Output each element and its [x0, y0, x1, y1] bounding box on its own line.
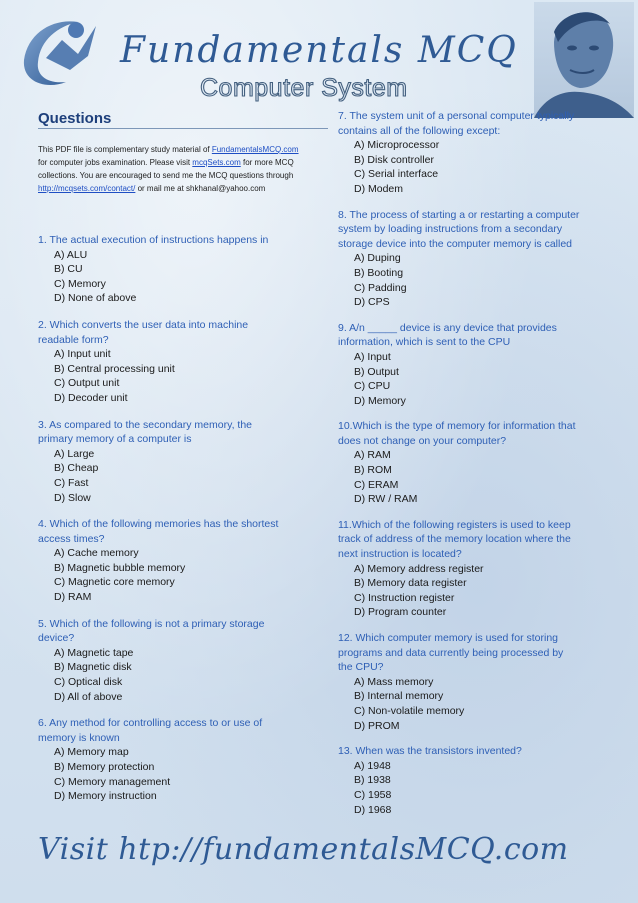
question-text [338, 208, 628, 252]
question-text-line: device? [38, 632, 75, 645]
question-item [338, 419, 628, 507]
answer-option: D) Memory [354, 394, 406, 407]
answer-option: B) Memory data register [354, 577, 467, 590]
question-item [338, 744, 628, 817]
answer-option: A) Duping [354, 252, 401, 265]
footer-visit-url: Visit htp://fundamentalsMCQ.com [38, 832, 569, 867]
answer-option: C) Optical disk [54, 676, 123, 689]
answer-option: D) RW / RAM [354, 493, 418, 506]
question-text-line: the CPU? [338, 661, 384, 674]
answer-option: D) RAM [54, 591, 92, 604]
questions-right-column [338, 109, 628, 817]
question-text-line: primary memory of a computer is [38, 433, 192, 446]
question-text-line: 11.Which of the following registers is used to keep [338, 518, 571, 531]
answer-option: C) Magnetic core memory [54, 576, 175, 589]
intro-line-3: collections. You are encouraged to send me the MCQ questions through [38, 171, 294, 180]
answer-option: A) Mass memory [354, 675, 434, 688]
question-text-line: 1. The actual execution of instructions happens in [38, 234, 269, 246]
answer-option: B) Magnetic disk [54, 661, 132, 674]
answer-option: D) All of above [54, 690, 123, 703]
answer-option: B) CU [54, 263, 83, 276]
questions-left-column [38, 233, 326, 804]
questions-heading: Questions [38, 110, 112, 127]
answer-option: C) Non-volatile memory [354, 704, 465, 717]
question-text-line: memory is known [38, 731, 120, 744]
page-subtitle: Computer System [200, 74, 408, 102]
question-text-line: does not change on your computer? [338, 434, 507, 447]
answer-option: C) 1958 [354, 788, 392, 801]
answer-option: C) ERAM [354, 478, 399, 491]
question-text-line: 2. Which converts the user data into machine [38, 318, 249, 331]
answer-option: B) Output [354, 365, 399, 378]
answer-option: D) Modem [354, 182, 404, 195]
question-text [38, 318, 326, 347]
intro-line-2: for computer jobs examination. Please visit [38, 158, 193, 167]
question-text [338, 518, 628, 562]
answer-option: C) Memory [54, 277, 106, 290]
question-text [38, 716, 326, 745]
question-text [338, 109, 628, 138]
question-text-line: 6. Any method for controlling access to or use of [38, 717, 263, 730]
heading-divider [38, 128, 328, 129]
answer-option: A) Magnetic tape [54, 646, 134, 659]
question-text [338, 631, 628, 675]
question-text [338, 744, 628, 759]
answer-option: B) Disk controller [354, 153, 434, 166]
answer-option: C) Memory management [54, 775, 171, 788]
question-text [38, 418, 326, 447]
answer-option: C) Padding [354, 281, 407, 294]
question-item [38, 418, 326, 506]
answer-option: D) 1968 [354, 803, 392, 816]
answer-option: D) Decoder unit [54, 391, 128, 404]
question-item [38, 517, 326, 605]
question-item [38, 617, 326, 705]
answer-option: B) Cheap [54, 462, 99, 475]
question-text-line: 12. Which computer memory is used for storing [338, 632, 558, 644]
answer-option: B) Central processing unit [54, 362, 175, 375]
question-text-line: 10.Which is the type of memory for information that [338, 420, 576, 433]
fundamentalsmcq-link[interactable]: FundamentalsMCQ.com [211, 145, 299, 154]
answer-option: C) Fast [54, 476, 89, 489]
question-text-line: 4. Which of the following memories has the shortest [38, 518, 279, 531]
answer-option: C) Serial interface [354, 168, 439, 181]
question-text-line: 7. The system unit of a personal computer typically [338, 110, 575, 122]
question-text-line: 3. As compared to the secondary memory, the [38, 418, 252, 431]
intro-line-2-end: for more MCQ [240, 158, 294, 167]
answer-option: A) 1948 [354, 759, 391, 772]
answer-option: B) 1938 [354, 774, 391, 787]
question-item [338, 321, 628, 409]
question-item [338, 208, 628, 310]
question-item [38, 716, 326, 804]
intro-text [38, 143, 338, 195]
answer-option: A) Large [54, 447, 95, 460]
answer-option: A) Input unit [54, 348, 111, 361]
answer-option: B) Internal memory [354, 690, 444, 703]
question-item [338, 109, 628, 197]
question-item [338, 631, 628, 733]
answer-option: D) PROM [354, 719, 400, 732]
answer-option: A) RAM [354, 449, 391, 462]
question-text-line: 13. When was the transistors invented? [338, 745, 522, 758]
intro-line-4: or mail me at shkhanal@yahoo.com [135, 184, 266, 193]
question-text-line: programs and data currently being processed by [338, 646, 564, 659]
answer-option: C) CPU [354, 380, 391, 393]
question-text-line: track of address of the memory location where the [338, 533, 571, 546]
question-text-line: storage device into the computer memory is called [338, 237, 573, 250]
question-text-line: system by loading instructions from a secondary [338, 223, 563, 236]
answer-option: A) Cache memory [54, 547, 139, 560]
brand-logo-icon [18, 10, 106, 90]
question-text-line: 8. The process of starting a or restarting a computer [338, 208, 580, 221]
question-text [38, 233, 326, 248]
question-text-line: next instruction is located? [338, 548, 462, 561]
question-text [38, 617, 326, 646]
answer-option: B) Magnetic bubble memory [54, 561, 186, 574]
intro-line-1: This PDF file is complementary study material of [38, 145, 212, 154]
question-text-line: 9. A/n _____ device is any device that provides [338, 321, 557, 334]
answer-option: A) Memory address register [354, 562, 484, 575]
answer-option: D) Slow [54, 491, 91, 504]
question-text-line: contains all of the following except: [338, 124, 501, 137]
brand-title: Fundamentals MCQ [120, 30, 518, 71]
answer-option: D) Program counter [354, 606, 447, 619]
answer-option: A) Memory map [54, 746, 129, 759]
question-text-line: readable form? [38, 333, 109, 346]
question-text-line: information, which is sent to the CPU [338, 336, 511, 349]
question-text-line: access times? [38, 532, 105, 545]
answer-option: B) Memory protection [54, 761, 155, 773]
answer-option: A) Input [354, 350, 391, 363]
answer-option: C) Output unit [54, 377, 120, 390]
question-item [38, 318, 326, 406]
answer-option: D) None of above [54, 292, 137, 305]
question-text [38, 517, 326, 546]
answer-option: D) Memory instruction [54, 790, 157, 803]
question-text [338, 419, 628, 448]
author-portrait [534, 2, 634, 118]
answer-option: B) ROM [354, 464, 392, 477]
question-text [338, 321, 628, 350]
answer-option: C) Instruction register [354, 591, 455, 604]
answer-option: A) ALU [54, 248, 88, 261]
question-text-line: 5. Which of the following is not a primary storage [38, 617, 265, 630]
question-item [38, 233, 326, 306]
answer-option: D) CPS [354, 296, 390, 309]
question-item [338, 518, 628, 620]
answer-option: B) Booting [354, 266, 404, 279]
contact-link[interactable]: http://mcqsets.com/contact/ [38, 184, 136, 193]
answer-option: A) Microprocessor [354, 139, 440, 152]
mcqsets-link[interactable]: mcqSets.com [192, 158, 241, 167]
